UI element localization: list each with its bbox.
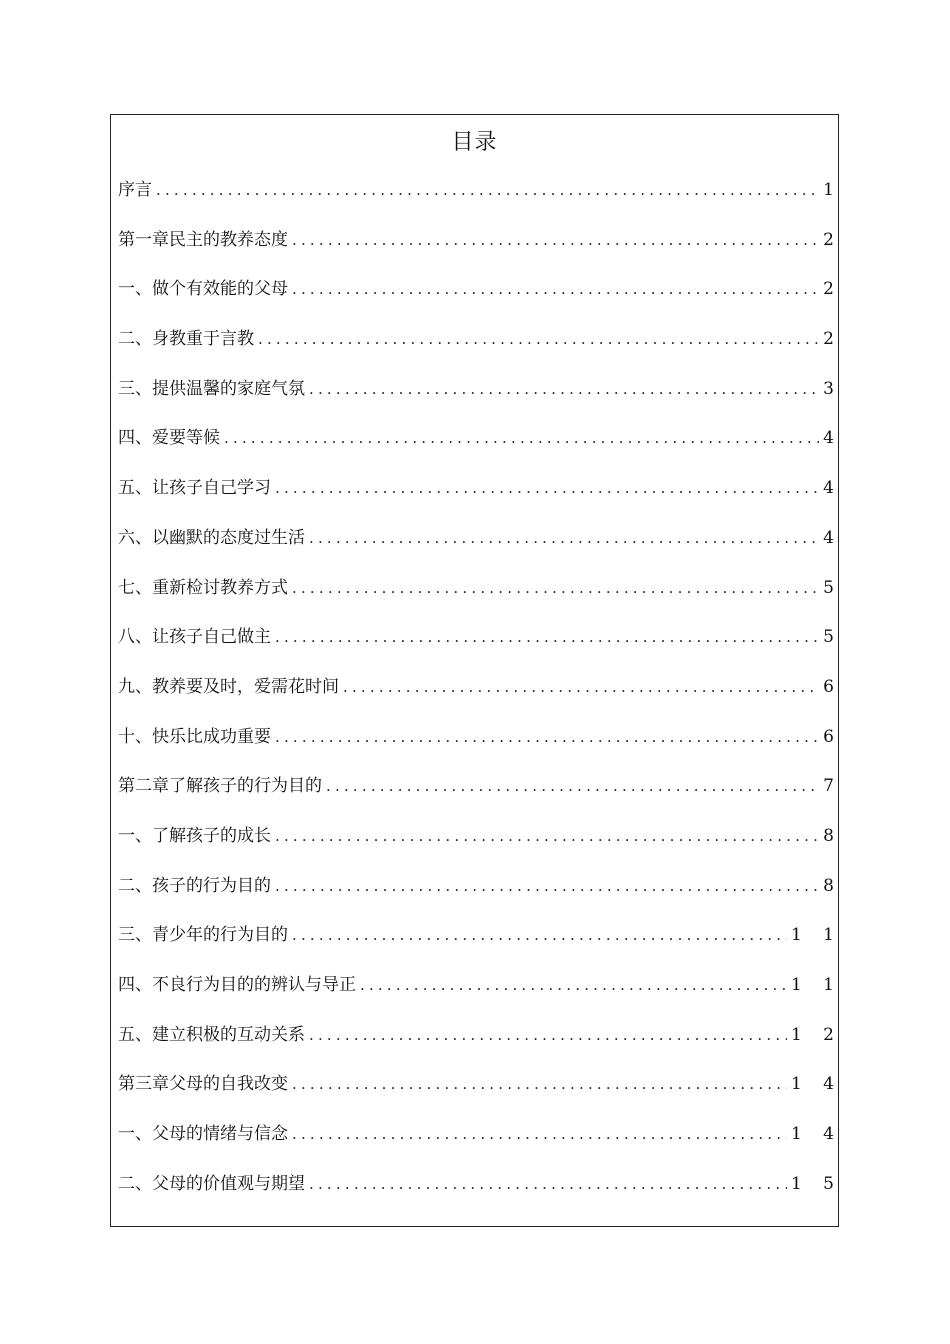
toc-dot-leader <box>292 231 819 249</box>
toc-entry-page-number: 8 <box>823 875 842 896</box>
toc-entry[interactable] <box>118 622 842 672</box>
toc-entry[interactable] <box>118 1069 842 1119</box>
toc-entry[interactable] <box>118 771 842 821</box>
toc-entry-label: 一、做个有效能的父母 <box>118 279 288 300</box>
toc-dot-leader <box>275 877 819 895</box>
toc-entry[interactable] <box>118 1169 842 1219</box>
toc-entry[interactable] <box>118 423 842 473</box>
toc-dot-leader <box>292 579 819 597</box>
toc-entry-page-number: 5 <box>823 627 842 648</box>
toc-entry-label: 二、父母的价值观与期望 <box>118 1173 305 1194</box>
toc-entry[interactable] <box>118 374 842 424</box>
toc-entry-page-number: 3 <box>823 378 842 399</box>
toc-entry[interactable] <box>118 473 842 523</box>
toc-list <box>118 175 842 1218</box>
toc-entry-label: 一、了解孩子的成长 <box>118 825 271 846</box>
toc-entry-page-number: 5 <box>823 577 842 598</box>
toc-entry-page-number: 4 <box>823 428 842 449</box>
toc-entry-label: 四、爱要等候 <box>118 428 220 449</box>
toc-entry[interactable] <box>118 722 842 772</box>
toc-entry-page-number: 8 <box>823 825 842 846</box>
toc-dot-leader <box>258 330 819 348</box>
toc-entry[interactable] <box>118 225 842 275</box>
toc-entry[interactable] <box>118 1119 842 1169</box>
toc-entry-label: 第二章了解孩子的行为目的 <box>118 776 322 797</box>
toc-dot-leader <box>275 479 819 497</box>
toc-entry-label: 三、青少年的行为目的 <box>118 925 288 946</box>
toc-dot-leader <box>360 976 787 994</box>
toc-dot-leader <box>292 1125 787 1143</box>
toc-dot-leader <box>292 926 787 944</box>
toc-entry-label: 八、让孩子自己做主 <box>118 627 271 648</box>
toc-dot-leader <box>292 280 819 298</box>
toc-entry-label: 序言 <box>118 180 152 200</box>
toc-entry-label: 六、以幽默的态度过生活 <box>118 527 305 548</box>
toc-dot-leader <box>309 529 819 547</box>
toc-entry-label: 四、不良行为目的的辨认与导正 <box>118 975 356 995</box>
toc-dot-leader <box>309 380 819 398</box>
toc-entry-page-number: 6 <box>823 726 842 747</box>
toc-entry[interactable] <box>118 573 842 623</box>
toc-entry-page-number: 4 <box>823 527 842 548</box>
toc-entry-page-number: 1 1 <box>790 925 842 946</box>
toc-entry-page-number: 7 <box>823 776 842 797</box>
toc-entry-page-number: 1 2 <box>790 1024 842 1045</box>
toc-entry[interactable] <box>118 672 842 722</box>
toc-entry-label: 第三章父母的自我改变 <box>118 1074 288 1095</box>
toc-entry-label: 十、快乐比成功重要 <box>118 726 271 747</box>
toc-dot-leader <box>326 777 819 795</box>
toc-title: 目录 <box>451 130 498 155</box>
toc-entry-page-number: 1 4 <box>790 1074 842 1095</box>
toc-entry-page-number: 1 <box>823 180 842 200</box>
toc-dot-leader <box>275 827 819 845</box>
toc-entry[interactable] <box>118 871 842 921</box>
toc-entry-page-number: 1 5 <box>790 1173 842 1194</box>
toc-entry-page-number: 2 <box>823 329 842 350</box>
toc-entry-page-number: 6 <box>823 676 842 697</box>
toc-entry-label: 二、孩子的行为目的 <box>118 875 271 896</box>
toc-entry[interactable] <box>118 274 842 324</box>
toc-entry[interactable] <box>118 821 842 871</box>
toc-dot-leader <box>156 181 819 199</box>
toc-entry-label: 七、重新检讨教养方式 <box>118 577 288 598</box>
toc-entry[interactable] <box>118 324 842 374</box>
toc-dot-leader <box>309 1026 787 1044</box>
toc-entry-label: 三、提供温馨的家庭气氛 <box>118 378 305 399</box>
toc-entry-page-number: 1 1 <box>790 975 842 995</box>
toc-entry[interactable] <box>118 1020 842 1070</box>
toc-dot-leader <box>292 1075 787 1093</box>
toc-entry[interactable] <box>118 175 842 225</box>
toc-entry-label: 五、让孩子自己学习 <box>118 478 271 499</box>
toc-dot-leader <box>275 728 819 746</box>
toc-entry-page-number: 4 <box>823 478 842 499</box>
toc-entry[interactable] <box>118 523 842 573</box>
toc-entry-page-number: 2 <box>823 229 842 250</box>
toc-entry-page-number: 2 <box>823 279 842 300</box>
toc-dot-leader <box>343 678 819 696</box>
toc-entry-label: 二、身教重于言教 <box>118 329 254 350</box>
toc-entry-label: 一、父母的情绪与信念 <box>118 1124 288 1145</box>
toc-entry-label: 五、建立积极的互动关系 <box>118 1024 305 1045</box>
toc-dot-leader <box>309 1175 787 1193</box>
table-of-contents <box>110 114 842 1227</box>
toc-entry[interactable] <box>118 970 842 1020</box>
toc-entry-label: 九、教养要及时，爱需花时间 <box>118 676 339 697</box>
toc-dot-leader <box>275 628 819 646</box>
toc-entry-page-number: 1 4 <box>790 1124 842 1145</box>
toc-dot-leader <box>224 429 819 447</box>
toc-entry[interactable] <box>118 920 842 970</box>
toc-entry-label: 第一章民主的教养态度 <box>118 229 288 250</box>
